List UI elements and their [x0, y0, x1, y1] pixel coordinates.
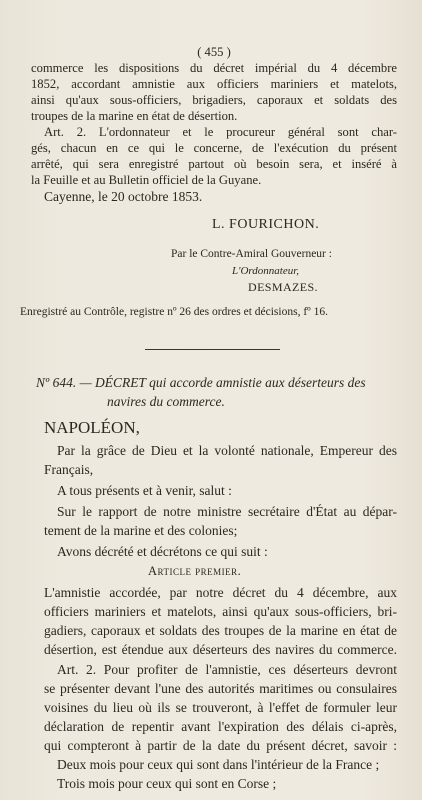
text-line: désertion, est étendue aux déserteurs des navires du commerce. — [44, 642, 397, 657]
page-number: ( 455 ) — [197, 45, 231, 59]
decree-title — [36, 375, 406, 391]
registration: Enregistré au Contrôle, registre nº 26 des ordres et décisions, fº 16. — [20, 306, 328, 318]
text-line: Art. 2. Pour profiter de l'amnistie, ces déserteurs devront — [57, 662, 397, 677]
text-line: déclaration de repentir avant l'expiration des délais ci-après, — [44, 719, 397, 734]
grace-line-cont: Français, — [44, 462, 94, 477]
article-premier-heading: Article premier. — [148, 564, 242, 578]
decree-title-text: Nº 644. — DÉCRET qui accorde amnistie aux déserteurs des — [36, 375, 366, 390]
text-line: gés, chacun en ce qui le concerne, de l'exécution du présent — [31, 141, 397, 155]
text-line: commerce les dispositions du décret impérial du 4 décembre — [31, 61, 397, 75]
signer: L. FOURICHON. — [212, 217, 320, 232]
text-line: voisines du lieu où ils se trouveront, à l'effet de formuler leur — [44, 700, 397, 715]
text-line: L'amnistie accordée, par notre décret du 4 décembre, aux — [44, 585, 397, 600]
text-line: officiers mariniers et matelots, ainsi qu'aux sous-officiers, bri- — [44, 604, 397, 619]
rapport-line: Sur le rapport de notre ministre secrétaire d'État au dépar- — [57, 504, 397, 519]
text-line: 1852, accordant amnistie aux officiers mariniers et matelots, — [31, 77, 397, 91]
avons-line: Avons décrété et décrétons ce qui suit : — [57, 544, 268, 559]
divider — [145, 349, 280, 350]
text-line: ainsi qu'aux sous-officiers, brigadiers, caporaux et soldats des — [31, 93, 397, 107]
text-line: qui compteront à partir de la date du présent décret, savoir : — [44, 738, 397, 753]
text-line: la Feuille et au Bulletin officiel de la Guyane. — [31, 173, 262, 187]
text-line: gadiers, caporaux et soldats des troupes de la marine en état de — [44, 623, 397, 638]
rapport-line-cont: tement de la marine et des colonies; — [44, 523, 238, 538]
salut-line: A tous présents et à venir, salut : — [57, 483, 232, 498]
by-line: Par le Contre-Amiral Gouverneur : — [171, 248, 332, 260]
text-line: troupes de la marine en état de désertion. — [31, 109, 238, 123]
decree-title-cont: navires du commerce. — [107, 394, 225, 409]
text-line: Deux mois pour ceux qui sont dans l'intérieur de la France ; — [57, 757, 380, 772]
napoleon-heading: NAPOLÉON, — [44, 418, 140, 437]
text-line: Trois mois pour ceux qui sont en Corse ; — [57, 776, 277, 791]
grace-line: Par la grâce de Dieu et la volonté nationale, Empereur des — [57, 443, 397, 458]
text-line: arrêté, qui sera enregistré partout où besoin sera, et inséré à — [31, 157, 397, 171]
text-line: Art. 2. L'ordonnateur et le procureur général sont char- — [44, 125, 397, 139]
text-line: se présenter devant l'une des autorités maritimes ou consulaires — [44, 681, 397, 696]
ordonnateur-name: DESMAZES. — [248, 280, 318, 294]
ordonnateur-label: L'Ordonnateur, — [232, 265, 300, 277]
date-line: Cayenne, le 20 octobre 1853. — [44, 189, 203, 204]
